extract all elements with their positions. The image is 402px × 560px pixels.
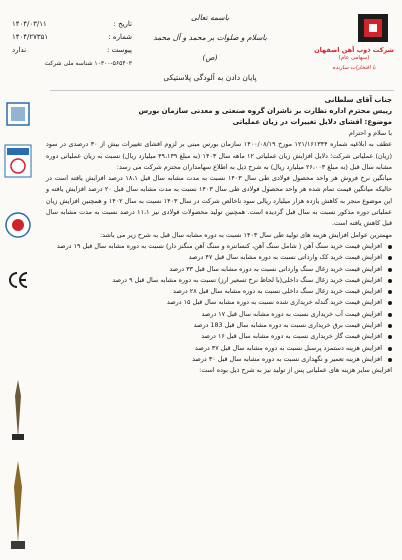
iso-icon: [5, 101, 31, 127]
figurine-icon: [8, 378, 28, 442]
recipient-title: رییس محترم اداره نظارت بر ناشران گروه صنعتی و معدنی سازمان بورس: [138, 107, 392, 115]
ce-mark-icon: [6, 268, 30, 292]
list-item: افزایش هزینه تعمیر و نگهداری نسبت به دوره مشابه سال قبل ۳۰ درصد: [46, 354, 392, 365]
asme-logo: [4, 210, 32, 240]
esco-icon: [4, 144, 32, 178]
paragraph-3: مهمترین عوامل افزایش هزینه های تولید طی سال ۱۴۰۳ نسبت به دوره مشابه سال قبل به شرح زیر می باشد:: [100, 230, 392, 239]
bullet-icon: [388, 324, 392, 328]
list-item: افزایش قیمت آب خریداری نسبت به دوره مشابه سال قبل ۱۷ درصد: [46, 309, 392, 320]
date-value: ۱۴۰۴/۰۳/۱۱: [12, 20, 47, 28]
company-name: شرکت ذوب آهن اصفهان: [314, 46, 394, 54]
list-item: افزایش قیمت خرید زغال سنگ داخلی(با لحاظ نرخ تسعیر ارز) نسبت به دوره مشابه سال قبل ۹ درصد: [46, 275, 392, 286]
closing-line: افزایش سایر هزینه های عملیاتی پس از تولید نیز به شرح ذیل بوده است:: [199, 366, 392, 375]
list-item: افزایش قیمت برق خریداری نسبت به دوره مشابه سال قبل 183 درصد: [46, 320, 392, 331]
list-item: افزایش قیمت خرید زغال سنگ داخلی نسبت به دوره مشابه سال قبل ۲۸ درصد: [46, 286, 392, 297]
bullet-icon: [388, 347, 392, 351]
number-value: ۱۴۰۴/۲۷۳۵۱: [12, 33, 49, 41]
bullet-icon: [388, 290, 392, 294]
number-label: شماره :: [108, 33, 132, 41]
letter-meta: [12, 18, 132, 70]
asme-icon: [4, 211, 32, 239]
figurine-logo-2: [4, 455, 32, 555]
figurine-logo: [4, 375, 32, 445]
recipient-name: جناب آقای سلطانی: [324, 96, 392, 104]
bullet-icon: [388, 256, 392, 260]
letter-heading: [150, 8, 270, 88]
company-logo: [314, 10, 394, 80]
iso-logo: [4, 100, 32, 128]
list-item: افزایش قیمت خرید زغال سنگ وارداتی نسبت به دوره مشابه سال قبل ۳۳ درصد: [46, 264, 392, 275]
trophy-icon: [6, 457, 30, 553]
bullet-icon: [388, 279, 392, 283]
list-item: افزایش قیمت خرید کک وارداتی نسبت به دوره مشابه سال قبل ۴۷ درصد: [46, 252, 392, 263]
paragraph-1: عطف به ابلاغیه شماره ۱۲۱/۱۶۱۳۴۴ مورخ ۱۴۰۰/۰۸/۱۹ سازمان بورس مبنی بر لزوم افشای تغییرات بیش از ۳۰ درصدی در سود (زیان) عملیاتی شرکت؛ دلایل افزایش زیان عملیاتی ۱۲ ماهه سال ۱۴۰۳ (به مبلغ ۴۹،۱۳۹ میلیارد ریال) نسبت به زیان عملیاتی دوره مشابه سال قبل (به مبلغ ۲۶،۰۰۳ میلیارد ریال) به شرح ذیل به اطلاع سهامداران محترم شرکت می رسد:: [46, 140, 392, 171]
ce-marking-logo: [4, 250, 32, 310]
registration-line: ۱۰۳۰۰-۵۶۵۴۰۳ شناسه ملی شرکت: [44, 60, 132, 67]
paragraph-2: میانگین نرخ فروش هر واحد محصول فولادی طی سال ۱۴۰۳ نسبت به مدت مشابه سال قبل ۱۸،۱ درصد افزایش یافته است در حالیکه میانگین قیمت تمام شده هر واحد محصول فولادی طی سال ۱۴۰۳ نسبت به مدت مشابه سال قبل ۲۰ درصد افزایش یافته و این موضوع منجر به کاهش یازده هزار میلیارد ریالی سود ناخالص شرکت در سال ۱۴۰۳ نسبت به سال ۱۴۰۲ و همچنین افزایش زیان عملیاتی دوره مذکور نسبت به سال قبل گردیده است. همچنین تولید محصولات فولادی نیز ۱۱،۱ درصد نسبت به مدت مشابه سال قبل کاهش یافته است.: [46, 174, 393, 228]
bullet-icon: [388, 245, 392, 249]
bismillah: باسمه تعالی: [191, 13, 229, 22]
company-type: (سهامی عام): [338, 55, 370, 61]
bullet-icon: [388, 335, 392, 339]
list-item: افزایش قیمت گاز خریداری نسبت به دوره مشابه سال قبل ۱۶ درصد: [46, 331, 392, 342]
cost-increase-list: [46, 241, 392, 365]
list-item: افزایش هزینه دستمزد پرسنل نسبت به دوره مشابه سال قبل ۳۷ درصد: [46, 343, 392, 354]
bullet-icon: [388, 358, 392, 362]
bullet-icon: [388, 301, 392, 305]
list-item: افزایش قیمت خرید گندله خریداری شده نسبت به دوره مشابه سال قبل ۱۵ درصد: [46, 297, 392, 308]
bullet-icon: [388, 268, 392, 272]
greeting: با سلام و احترام: [349, 129, 392, 137]
attachment-value: ندارد: [12, 46, 27, 54]
date-label: تاریخ :: [113, 20, 132, 28]
blessing: باسلام و صلوات بر محمد و آل محمد (ص): [153, 33, 267, 62]
slogan: پایان دادن به آلودگی پلاستیکی: [163, 73, 257, 82]
bullet-icon: [388, 313, 392, 317]
header-divider: [50, 90, 394, 91]
list-item: افزایش قیمت خرید سنگ آهن ( شامل سنگ آهن، کنسانتره و سنگ آهن منگنز دار) نسبت به دوره مشابه سال قبل ۱۹ درصد: [46, 241, 392, 252]
letter-body: [46, 95, 392, 377]
company-tagline: با افتخارات سازنده: [332, 65, 376, 71]
letter-subject: موضوع: افشای دلایل تغییرات در زیان عملیاتی: [232, 118, 392, 126]
esco-logo: [4, 143, 32, 179]
attachment-label: پیوست :: [107, 46, 132, 54]
certification-strip: [0, 95, 38, 560]
